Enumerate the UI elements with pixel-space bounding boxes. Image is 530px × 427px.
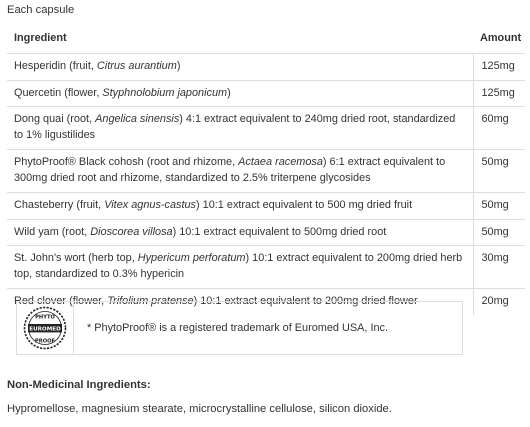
ingredient-text: ) 10:1 extract equivalent to 500 mg dried fruit <box>196 198 413 211</box>
ingredient-text: ) 10:1 extract equivalent to 500mg dried root <box>172 225 387 238</box>
amount-cell: 50mg <box>473 150 525 193</box>
botanical-name: Trifolium pratense <box>107 294 194 307</box>
ingredient-text: Red clover (flower, <box>14 294 108 307</box>
amount-cell: 30mg <box>473 246 525 289</box>
ingredient-cell <box>7 219 473 246</box>
phytoproof-logo <box>17 302 74 354</box>
ingredient-text: PhytoProof® Black cohosh (root and rhizome, <box>14 156 239 169</box>
ingredient-cell <box>7 53 473 80</box>
ingredient-text: Chasteberry (fruit, <box>14 198 105 211</box>
botanical-name: Angelica sinensis <box>95 113 180 126</box>
botanical-name: Citrus aurantium <box>96 59 177 72</box>
table-row <box>7 80 525 107</box>
ingredient-text: ) 10:1 extract equivalent to 200mg dried flower <box>193 294 418 307</box>
serving-caption: Each capsule <box>7 4 75 16</box>
non-medicinal-heading: Non-Medicinal Ingredients: <box>7 379 151 391</box>
table-header-row <box>7 27 525 53</box>
logo-middle-text: EUROMED <box>29 326 61 333</box>
table-row <box>7 246 525 289</box>
amount-cell: 20mg <box>473 288 525 314</box>
amount-cell: 125mg <box>473 80 525 107</box>
trademark-note <box>16 301 463 355</box>
ingredient-text: ) <box>176 59 181 72</box>
ingredient-cell <box>7 80 473 107</box>
table-row <box>7 219 525 246</box>
botanical-name: Dioscorea villosa <box>90 225 173 238</box>
ingredient-cell <box>7 246 473 289</box>
amount-cell: 50mg <box>473 192 525 219</box>
ingredient-rows <box>7 53 525 314</box>
amount-cell: 50mg <box>473 219 525 246</box>
table-row <box>7 53 525 80</box>
ingredient-text: ) 4:1 extract equivalent to 240mg dried root, standardized to 1% ligustilides <box>14 113 456 142</box>
botanical-name: Actaea racemosa <box>238 156 323 169</box>
ingredients-table <box>7 27 525 315</box>
logo-top-text: PHYTO <box>35 314 55 321</box>
ingredient-cell <box>7 192 473 219</box>
logo-bottom-text: PROOF <box>34 338 56 345</box>
botanical-name: Styphnolobium japonicum <box>102 86 228 99</box>
table-row <box>7 107 525 150</box>
botanical-name: Hypericum perforatum <box>137 252 246 265</box>
ingredient-text: St. John's wort (herb top, <box>14 252 138 265</box>
ingredient-text: Quercetin (flower, <box>14 86 103 99</box>
ingredient-text: ) <box>227 86 231 99</box>
ingredient-text: Hesperidin (fruit, <box>14 59 97 72</box>
phytoproof-euromed-seal-icon <box>23 305 67 351</box>
ingredient-cell <box>7 150 473 193</box>
ingredient-text: ) 6:1 extract equivalent to 300mg dried root and rhizome, standardized to 2.5% triterpene glycosides <box>14 156 446 184</box>
ingredient-text: ) 10:1 extract equivalent to 200mg dried herb top, standardized to 0.3% hypericin <box>14 252 463 281</box>
amount-column-header: Amount <box>480 32 522 44</box>
table-row <box>7 150 525 193</box>
trademark-note-text: * PhytoProof® is a registered trademark of Euromed USA, Inc. <box>87 322 388 334</box>
botanical-name: Vitex agnus-castus <box>104 198 197 211</box>
amount-cell: 125mg <box>473 53 525 80</box>
ingredient-text: Dong quai (root, <box>14 113 96 126</box>
ingredient-column-header: Ingredient <box>14 32 67 44</box>
amount-cell: 60mg <box>473 107 525 150</box>
non-medicinal-body: Hypromellose, magnesium stearate, microcrystalline cellulose, silicon dioxide. <box>7 403 392 415</box>
ingredient-cell <box>7 107 473 150</box>
table-row <box>7 192 525 219</box>
ingredient-text: Wild yam (root, <box>14 225 91 238</box>
